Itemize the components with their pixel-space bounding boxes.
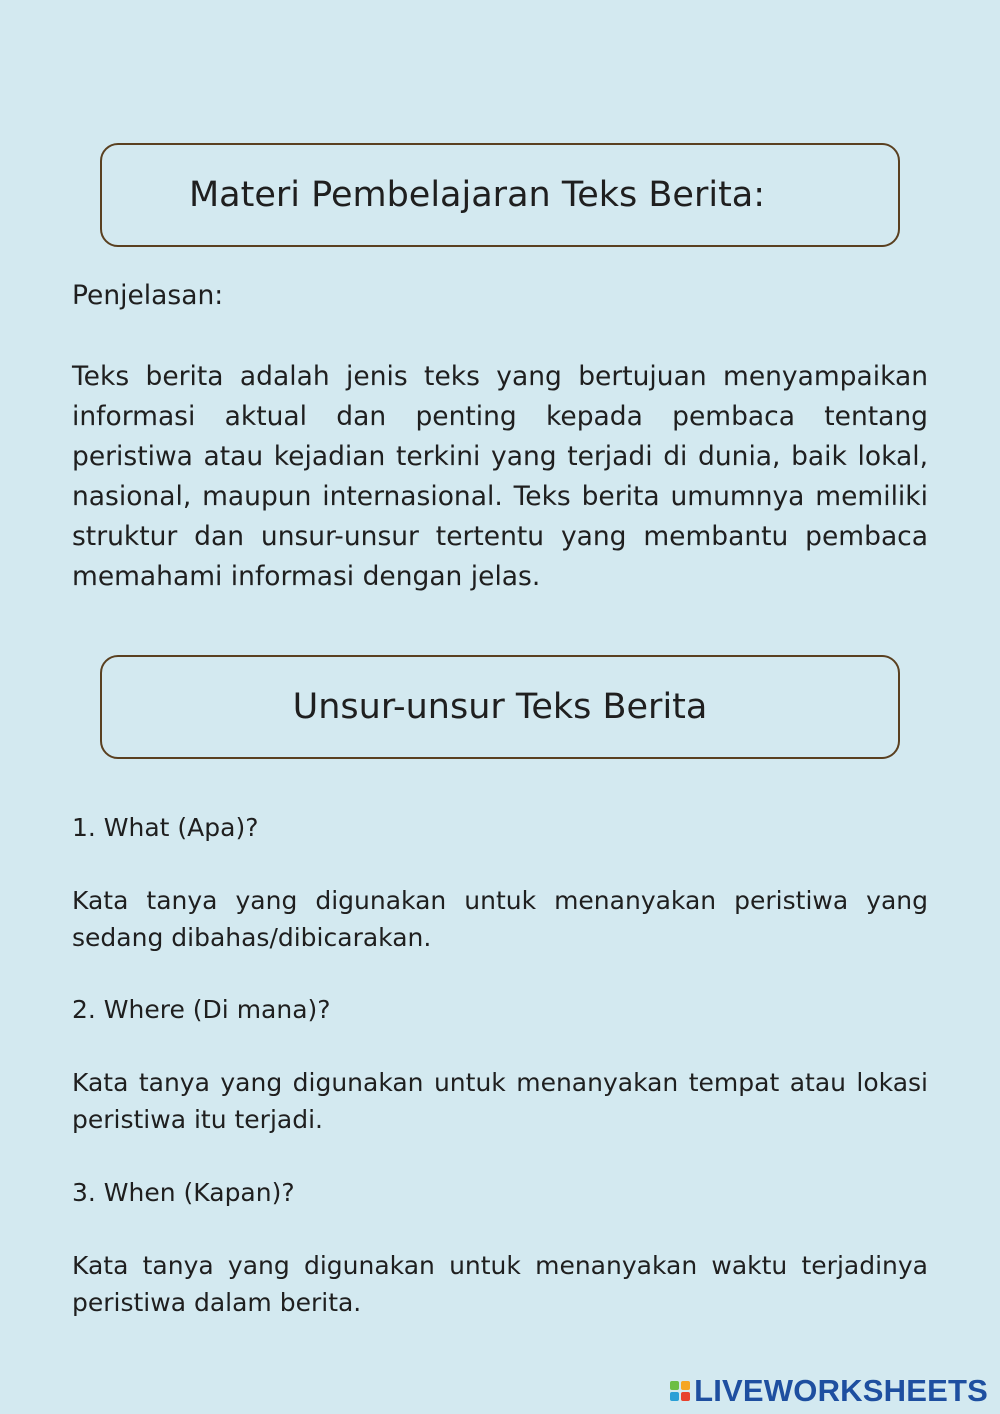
element-description-when: Kata tanya yang digunakan untuk menanyakan waktu terjadinya peristiwa dalam berita. — [72, 1251, 928, 1317]
page-title: Materi Pembelajaran Teks Berita: — [188, 175, 766, 215]
title-box — [100, 143, 900, 247]
element-heading-what: 1. What (Apa)? — [72, 813, 259, 842]
element-heading-where: 2. Where (Di mana)? — [72, 995, 331, 1024]
liveworksheets-watermark — [670, 1373, 988, 1409]
section-title-box — [100, 655, 900, 759]
element-description-what: Kata tanya yang digunakan untuk menanyakan peristiwa yang sedang dibahas/dibicarakan. — [72, 886, 928, 952]
liveworksheets-logo-icon — [670, 1381, 690, 1401]
element-description-where: Kata tanya yang digunakan untuk menanyakan tempat atau lokasi peristiwa itu terjadi. — [72, 1068, 928, 1134]
explanation-label: Penjelasan: — [72, 280, 224, 311]
section-title: Unsur-unsur Teks Berita — [292, 687, 708, 727]
explanation-paragraph: Teks berita adalah jenis teks yang bertujuan menyampaikan informasi aktual dan penting kepada pembaca tentang peristiwa atau kejadian terkini yang terjadi di dunia, baik lokal, nasional, maupun internasional. Teks berita umumnya memiliki struktur dan unsur-unsur tertentu yang membantu pembaca memahami informasi dengan jelas. — [72, 361, 928, 592]
liveworksheets-text: LIVEWORKSHEETS — [694, 1373, 988, 1408]
element-heading-when: 3. When (Kapan)? — [72, 1178, 295, 1207]
